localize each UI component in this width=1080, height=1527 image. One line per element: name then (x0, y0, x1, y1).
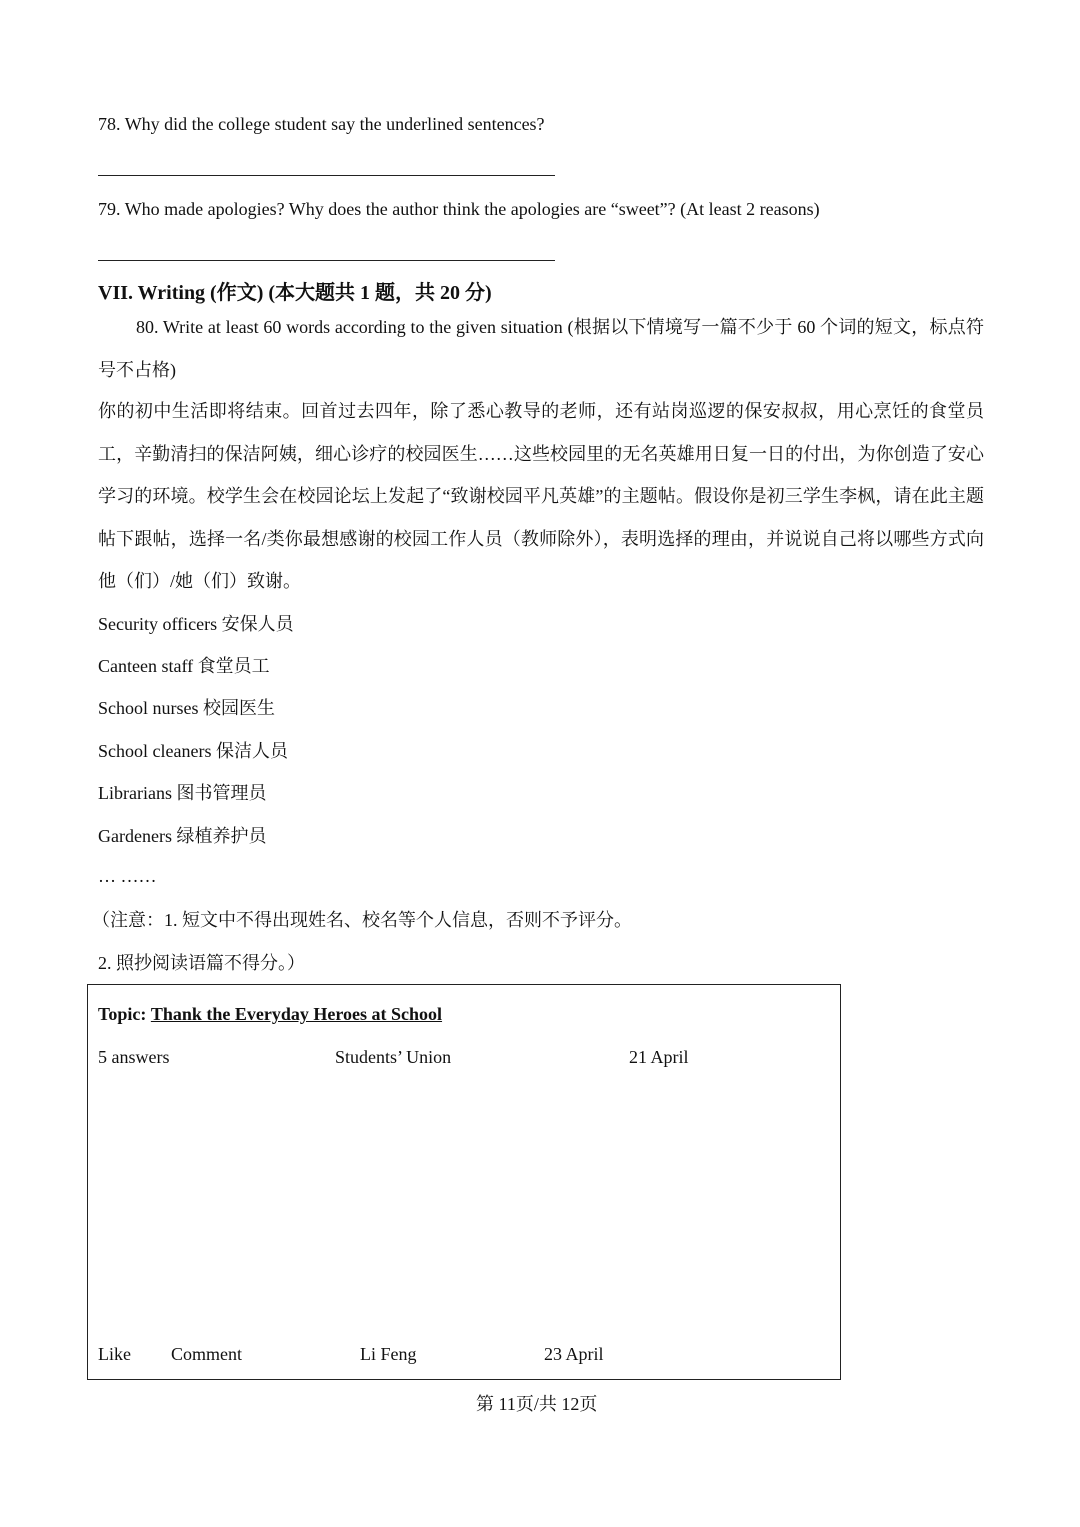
task-instruction-text: 80. Write at least 60 words according to the given situation (根据以下情境写一篇不少于 60 个词的短文，标点符号不占格) (98, 317, 984, 380)
forum-post-box (87, 984, 841, 1380)
reply-date: 23 April (544, 1344, 604, 1364)
post-date: 21 April (629, 1047, 689, 1067)
note-2: 2. 照抄阅读语篇不得分。） (98, 953, 305, 973)
question-78 (98, 112, 545, 136)
section-heading: VII. Writing (作文) (本大题共 1 题，共 20 分) (98, 282, 492, 304)
answer-line-78[interactable] (98, 175, 555, 176)
question-79-text: Who made apologies? Why does the author think the apologies are “sweet”? (At least 2 reasons) (124, 199, 820, 219)
note-1: （注意：1. 短文中不得出现姓名、校名等个人信息，否则不予评分。 (92, 910, 632, 930)
task-situation: 你的初中生活即将结束。回首过去四年，除了悉心教导的老师，还有站岗巡逻的保安叔叔，用心烹饪的食堂员工，辛勤清扫的保洁阿姨，细心诊疗的校园医生……这些校园里的无名英雄用日复一日的付出，为你创造了安心学习的环境。校学生会在校园论坛上发起了“致谢校园平凡英雄”的主题帖。假设你是初三学生李枫，请在此主题帖下跟帖，选择一名/类你最想感谢的校园工作人员（教师除外），表明选择的理由，并说说自己将以哪些方式向他（们）/她（们）致谢。 (98, 401, 984, 591)
like-button[interactable]: Like (98, 1344, 131, 1364)
topic-label: Topic: (98, 1004, 147, 1024)
option-gardeners: Gardeners 绿植养护员 (98, 826, 267, 846)
topic-title[interactable]: Thank the Everyday Heroes at School (150, 1004, 443, 1024)
question-79 (98, 197, 820, 221)
option-ellipsis: … …… (98, 866, 157, 886)
option-librarians: Librarians 图书管理员 (98, 783, 267, 803)
answer-line-79[interactable] (98, 260, 555, 261)
page-number: 第 11页/共 12页 (476, 1394, 598, 1414)
poster-name[interactable]: Students’ Union (335, 1047, 452, 1067)
forum-topic (98, 1002, 442, 1026)
question-78-text: Why did the college student say the underlined sentences? (124, 114, 545, 134)
question-78-number: 78. (98, 114, 121, 134)
option-school-nurses: School nurses 校园医生 (98, 698, 275, 718)
option-school-cleaners: School cleaners 保洁人员 (98, 741, 288, 761)
reply-author: Li Feng (360, 1344, 417, 1364)
answers-count[interactable]: 5 answers (98, 1047, 170, 1067)
task-instruction (98, 306, 984, 391)
option-security-officers: Security officers 安保人员 (98, 614, 294, 634)
question-79-number: 79. (98, 199, 121, 219)
comment-button[interactable]: Comment (171, 1344, 242, 1364)
option-canteen-staff: Canteen staff 食堂员工 (98, 656, 270, 676)
